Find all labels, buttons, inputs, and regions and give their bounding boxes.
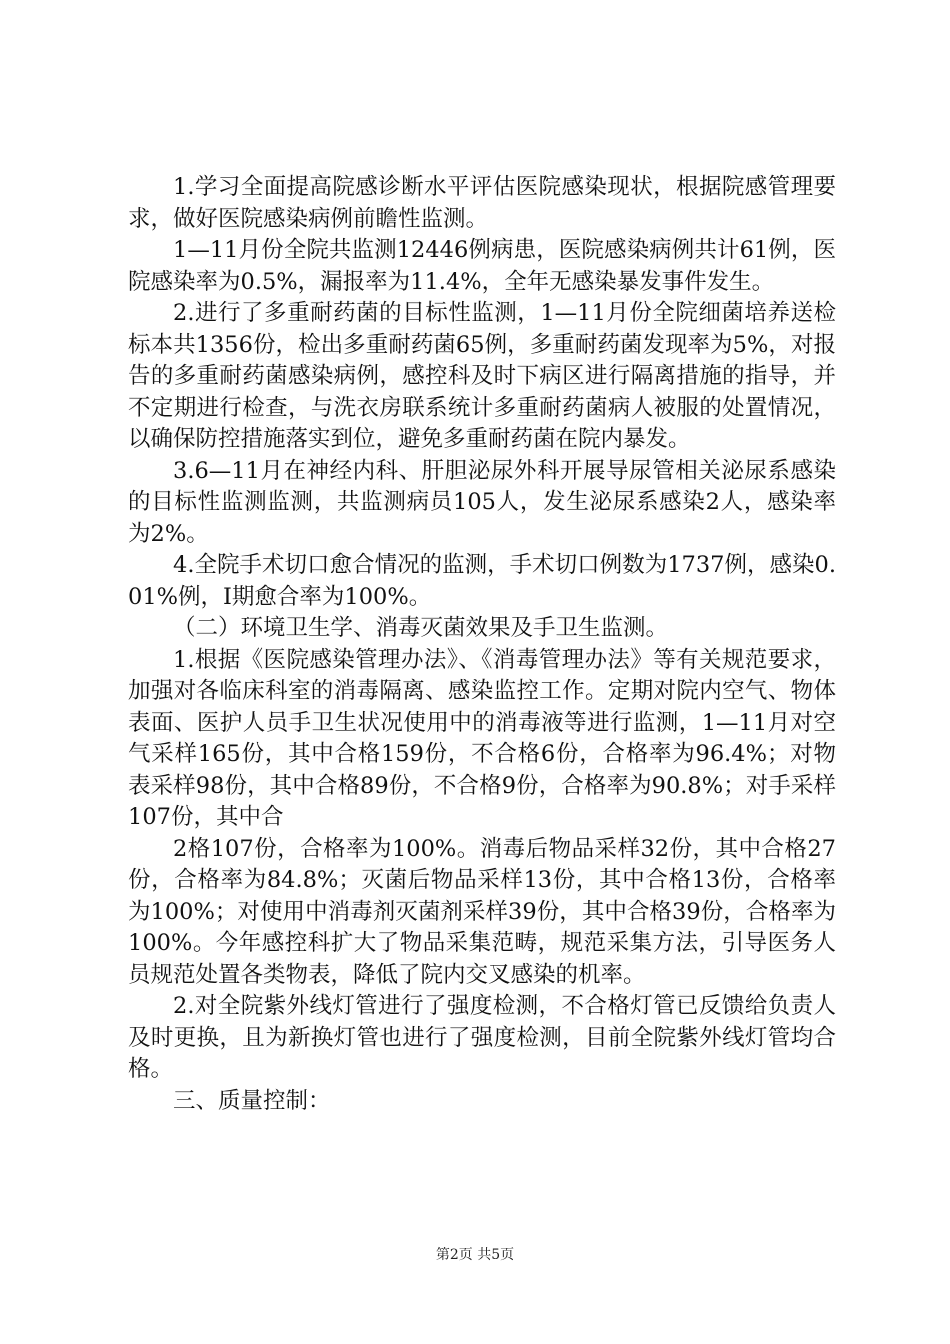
paragraph-8: 2.对全院紫外线灯管进行了强度检测，不合格灯管已反馈给负责人及时更换，且为新换灯管也进行了强度检测，目前全院紫外线灯管均合格。 xyxy=(128,993,836,1082)
section-heading-2: （二）环境卫生学、消毒灭菌效果及手卫生监测。 xyxy=(173,615,669,641)
paragraph-7: 2格107份，合格率为100%。消毒后物品采样32份，其中合格27份，合格率为84.8%；灭菌后物品采样13份，其中合格13份，合格率为100%；对使用中消毒剂灭菌剂采样39份，其中合格39份，合格率为100%。今年感控科扩大了物品采集范畴，规范采集方法，引导医务人员规范处置各类物表，降低了院内交叉感染的机率。 xyxy=(128,835,836,988)
paragraph-4: 3.6—11月在神经内科、肝胆泌尿外科开展导尿管相关泌尿系感染的目标性监测监测，共监测病员105人，发生泌尿系感染2人，感染率为2%。 xyxy=(128,457,836,547)
page-number: 第2页 共5页 xyxy=(435,1247,515,1263)
paragraph-6: 1.根据《医院感染管理办法》、《消毒管理办法》等有关规范要求，加强对各临床科室的消毒隔离、感染监控工作。定期对院内空气、物体表面、医护人员手卫生状况使用中的消毒液等进行监测，1—11月对空气采样165份，其中合格159份，不合格6份，合格率为96.4%；对物表采样98份，其中合格89份，不合格9份，合格率为90.8%；对手采样107份，其中合 xyxy=(128,646,836,830)
paragraph-2: 1—11月份全院共监测12446例病患，医院感染病例共计61例，医院感染率为0.5%，漏报率为11.4%，全年无感染暴发事件发生。 xyxy=(128,237,836,295)
paragraph-1: 1.学习全面提高院感诊断水平评估医院感染现状，根据院感管理要求，做好医院感染病例前瞻性监测。 xyxy=(128,174,836,232)
section-heading-3: 三、质量控制： xyxy=(173,1087,331,1114)
document-body xyxy=(128,172,836,1117)
paragraph-5: 4.全院手术切口愈合情况的监测，手术切口例数为1737例，感染0.01%例，Ⅰ期愈合率为100%。 xyxy=(128,552,836,610)
paragraph-3: 2.进行了多重耐药菌的目标性监测，1—11月份全院细菌培养送检标本共1356份，检出多重耐药菌65例，多重耐药菌发现率为5%，对报告的多重耐药菌感染病例，感控科及时下病区进行隔离措施的指导，并不定期进行检查，与洗衣房联系统计多重耐药菌病人被服的处置情况，以确保防控措施落实到位，避免多重耐药菌在院内暴发。 xyxy=(128,300,836,452)
